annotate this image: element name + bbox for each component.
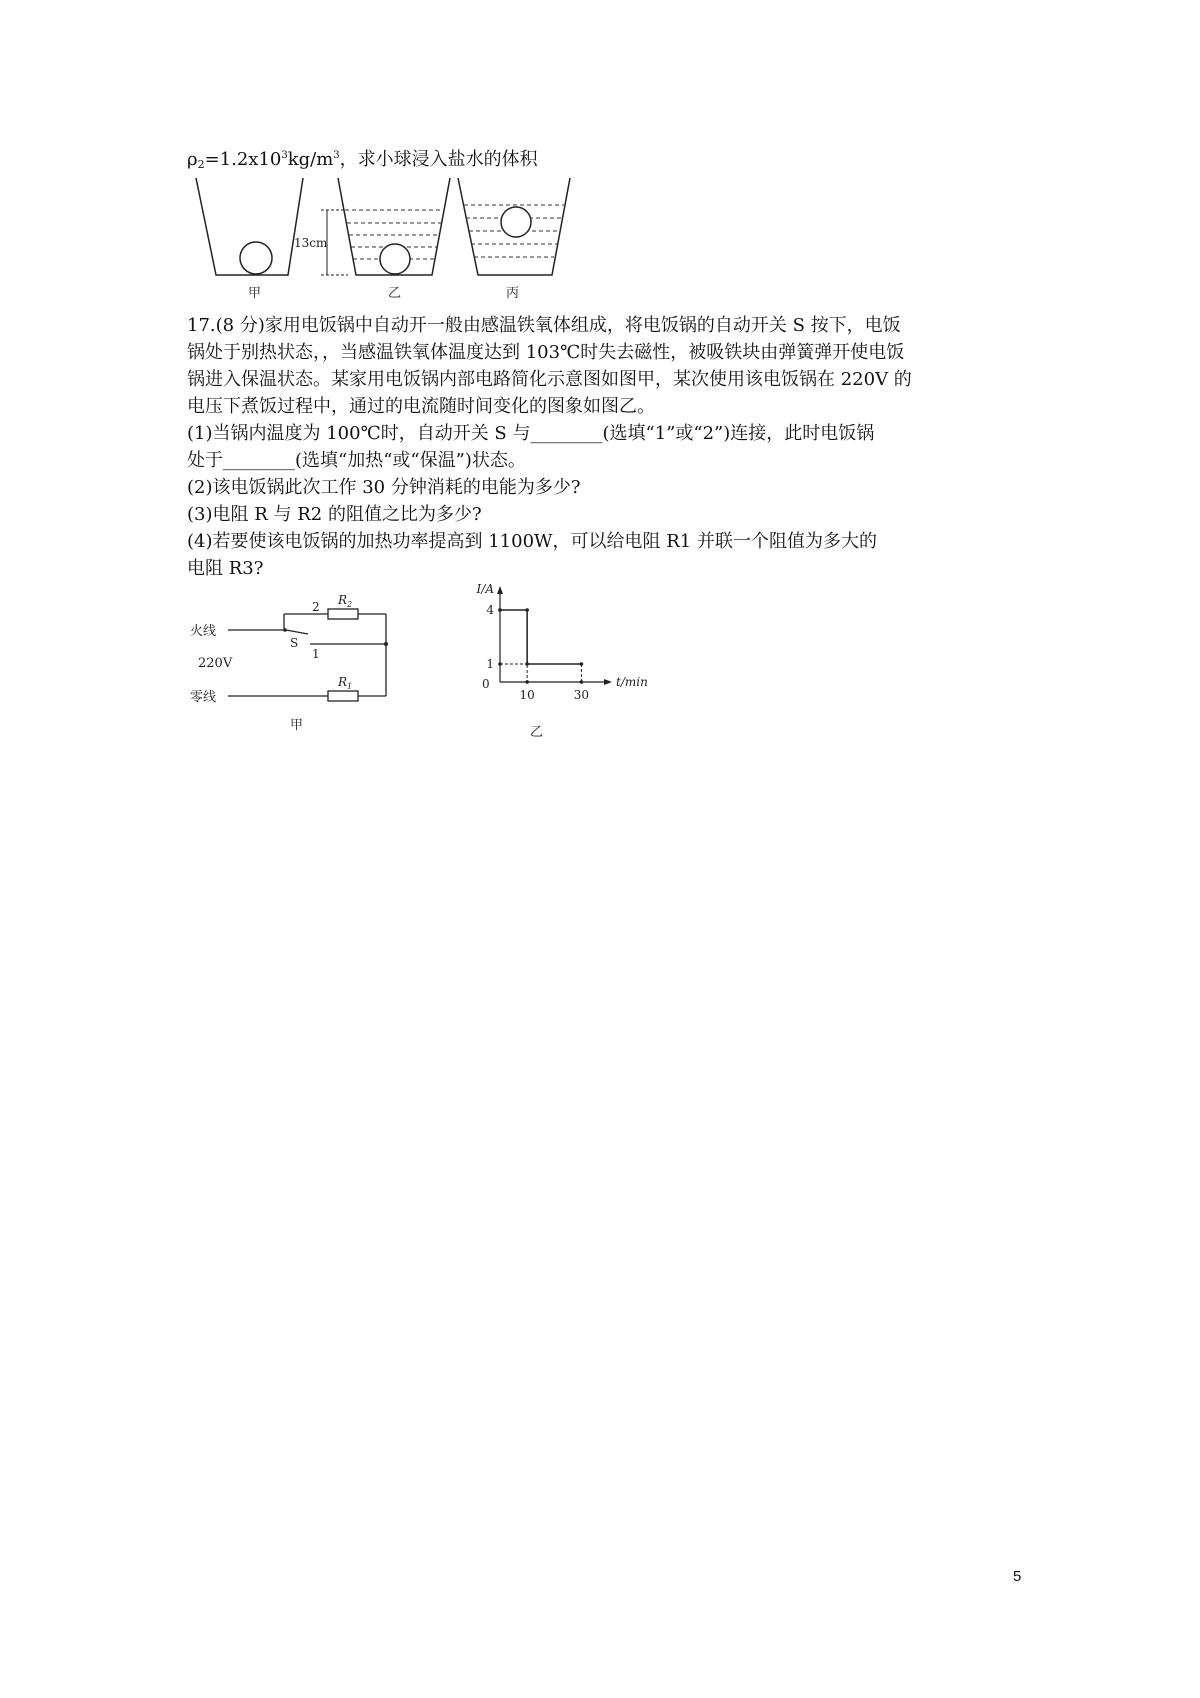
container-left — [196, 178, 303, 275]
data-point — [525, 608, 529, 612]
contact-1-label: 1 — [312, 647, 320, 661]
y-tick-label: 1 — [486, 657, 494, 671]
current-time-graph — [460, 580, 660, 740]
rho-subscript: 2 — [197, 158, 205, 171]
height-label: 13cm — [294, 236, 328, 250]
neutral-wire-label: 零线 — [190, 690, 217, 705]
page-number: 5 — [1013, 1568, 1022, 1585]
x-axis-label: t/min — [616, 675, 648, 689]
x-tick-mark — [580, 680, 584, 684]
y-tick-label: 4 — [486, 603, 494, 617]
switch-label: S — [290, 636, 299, 650]
voltage-label: 220V — [198, 656, 233, 671]
resistor-r1-label: $R_1$ — [338, 675, 353, 691]
y-axis-arrow — [497, 586, 503, 594]
container-right-label: 丙 — [506, 286, 520, 301]
formula-line — [187, 149, 538, 171]
q17-line-6: 处于________(选填“加热“或“保温”)状态。 — [187, 450, 526, 471]
ball-right — [501, 207, 531, 237]
q17-line-10: 电阻 R3? — [187, 558, 264, 579]
q17-line-3: 锅进入保温状态。某家用电饭锅内部电路简化示意图如图甲，某次使用该电饭锅在 220V 的 — [187, 369, 912, 390]
q17-line-7: (2)该电饭锅此次工作 30 分钟消耗的电能为多少? — [187, 477, 581, 498]
switch-blade — [286, 630, 308, 634]
resistor-r2[interactable] — [328, 609, 358, 619]
chart-layer — [486, 603, 589, 702]
unit: kg/m — [287, 149, 334, 170]
resistor-r2-label: $R_2$ — [338, 593, 353, 609]
q17-line-2: 锅处于别热状态，，当感温铁氧体温度达到 103℃时失去磁性，被吸铁块由弹簧弹开使电饭 — [187, 342, 905, 363]
circuit-caption: 甲 — [290, 718, 304, 733]
formula-question: ，求小球浸入盐水的体积 — [339, 149, 538, 170]
exponent: 3 — [281, 150, 288, 161]
current-series-line — [500, 610, 581, 664]
junction-dot — [384, 642, 388, 646]
q17-line-9: (4)若要使该电饭锅的加热功率提高到 1100W，可以给电阻 R1 并联一个阻值为多大的 — [187, 531, 877, 552]
contact-2-label: 2 — [312, 600, 320, 614]
x-tick-mark — [525, 680, 529, 684]
q17-line-1: 17.(8 分)家用电饭锅中自动开一般由感温铁氧体组成，将电饭锅的自动开关 S 按下，电饭 — [187, 315, 901, 336]
circuit-diagram — [188, 592, 408, 737]
q17-line-4: 电压下煮饭过程中，通过的电流随时间变化的图象如图乙。 — [187, 396, 655, 417]
rho-equals: =1.2x10 — [204, 149, 282, 170]
live-wire-label: 火线 — [190, 624, 217, 639]
x-axis-arrow — [604, 679, 612, 685]
ball-middle — [380, 244, 410, 274]
container-middle-label: 乙 — [388, 286, 402, 301]
rho-symbol: ρ — [187, 149, 198, 170]
data-point — [580, 662, 584, 666]
y-axis-label: I/A — [476, 582, 494, 596]
switch-pivot — [283, 628, 287, 632]
resistor-r1[interactable] — [328, 691, 358, 701]
container-left-label: 甲 — [248, 286, 262, 301]
q17-line-8: (3)电阻 R 与 R2 的阻值之比为多少? — [187, 504, 482, 525]
graph-caption: 乙 — [530, 725, 544, 740]
x-tick-label: 30 — [573, 688, 590, 702]
q17-line-5: (1)当锅内温度为 100℃时，自动开关 S 与________(选填“1”或“2”)连接，此时电饭锅 — [187, 423, 875, 444]
origin-label: 0 — [482, 677, 490, 691]
y-tick-mark — [498, 662, 502, 666]
y-tick-mark — [498, 608, 502, 612]
x-tick-label: 10 — [519, 688, 535, 702]
containers-figure — [188, 175, 608, 305]
unit-exponent: 3 — [333, 150, 340, 161]
data-point — [525, 662, 529, 666]
